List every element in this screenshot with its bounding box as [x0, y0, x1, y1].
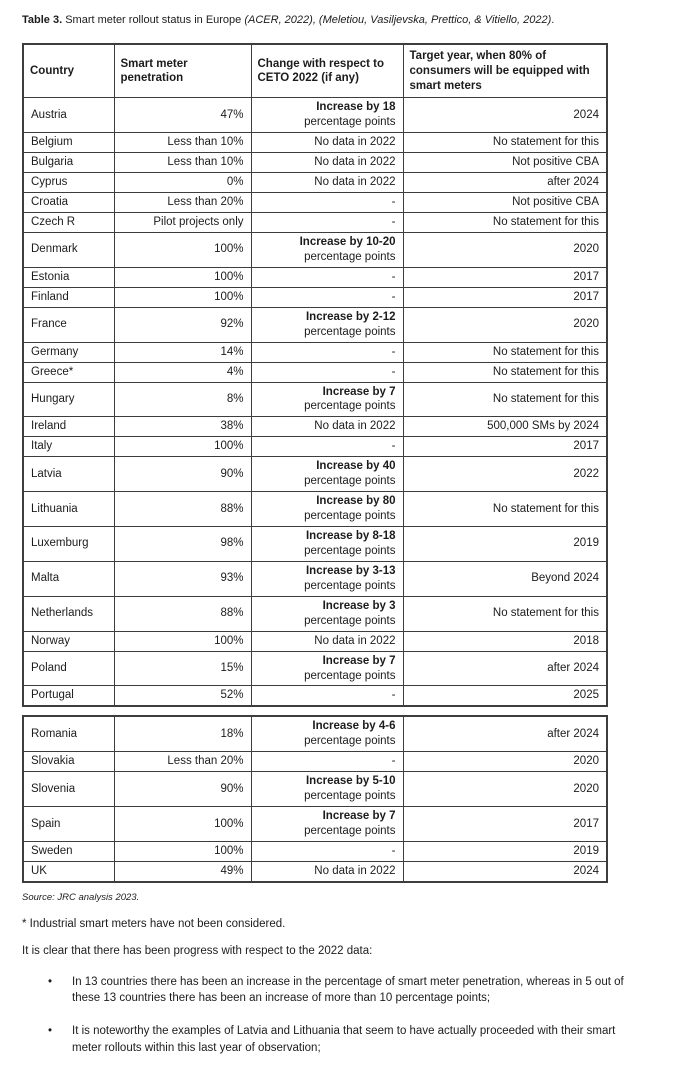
cell-penetration: 47% — [114, 98, 251, 133]
cell-target: 2020 — [403, 307, 607, 342]
source-note: Source: JRC analysis 2023. — [22, 891, 140, 903]
cell-change: No data in 2022 — [251, 153, 403, 173]
table-row — [23, 752, 607, 772]
cell-change — [251, 716, 403, 751]
cell-target: 500,000 SMs by 2024 — [403, 417, 607, 437]
cell-change-main: Increase by 3 — [322, 599, 396, 612]
cell-target: after 2024 — [403, 716, 607, 751]
cell-target: 2024 — [403, 98, 607, 133]
cell-target: 2025 — [403, 686, 607, 706]
cell-change-main: Increase by 4-6 — [312, 720, 396, 733]
cell-country: Poland — [23, 651, 114, 686]
table-row — [23, 716, 607, 751]
table-row — [23, 772, 607, 807]
cell-penetration: 88% — [114, 492, 251, 527]
cell-country: Sweden — [23, 841, 114, 861]
intro-paragraph: It is clear that there has been progress with respect to the 2022 data: — [22, 944, 373, 957]
cell-penetration: 100% — [114, 287, 251, 307]
cell-country: Cyprus — [23, 173, 114, 193]
cell-country: Greece* — [23, 362, 114, 382]
cell-country: Norway — [23, 631, 114, 651]
cell-change-main: Increase by 8-18 — [305, 530, 396, 543]
cell-change — [251, 527, 403, 562]
cell-change: - — [251, 752, 403, 772]
table-row — [23, 457, 607, 492]
cell-target: 2017 — [403, 287, 607, 307]
cell-penetration: 100% — [114, 233, 251, 268]
cell-target: 2024 — [403, 861, 607, 881]
bullet-marker-icon: • — [48, 975, 53, 988]
cell-country: Finland — [23, 287, 114, 307]
cell-change-sub: percentage points — [304, 669, 396, 682]
cell-change: - — [251, 267, 403, 287]
table-row — [23, 342, 607, 362]
cell-penetration: 4% — [114, 362, 251, 382]
cell-change: - — [251, 287, 403, 307]
cell-country: Bulgaria — [23, 153, 114, 173]
cell-change — [251, 457, 403, 492]
table-row — [23, 861, 607, 881]
cell-change: No data in 2022 — [251, 861, 403, 881]
cell-penetration: Pilot projects only — [114, 213, 251, 233]
cell-target: No statement for this — [403, 213, 607, 233]
cell-target: 2020 — [403, 233, 607, 268]
cell-country: Malta — [23, 561, 114, 596]
table-row — [23, 686, 607, 706]
cell-change-sub: percentage points — [304, 614, 396, 627]
cell-country: Austria — [23, 98, 114, 133]
cell-country: Luxemburg — [23, 527, 114, 562]
cell-country: Czech R — [23, 213, 114, 233]
cell-change-sub: percentage points — [304, 790, 396, 803]
bullet-text: In 13 countries there has been an increase in the percentage of smart meter penetration, whereas in 5 out of these 13 countries there has been an increase of more than 10 percentage points; — [72, 975, 624, 1005]
table-row — [23, 362, 607, 382]
cell-penetration: 98% — [114, 527, 251, 562]
cell-change-sub: percentage points — [304, 400, 396, 413]
cell-penetration: 0% — [114, 173, 251, 193]
table-row — [23, 492, 607, 527]
cell-change: No data in 2022 — [251, 133, 403, 153]
cell-penetration: 100% — [114, 807, 251, 842]
cell-change — [251, 807, 403, 842]
cell-target: No statement for this — [403, 382, 607, 417]
bullet-item — [22, 1023, 660, 1056]
table-body-part-1 — [23, 98, 607, 706]
smart-meter-table-continued — [22, 715, 608, 882]
table-row — [23, 596, 607, 631]
cell-penetration: Less than 10% — [114, 153, 251, 173]
cell-penetration: 38% — [114, 417, 251, 437]
cell-penetration: 100% — [114, 267, 251, 287]
cell-country: Ireland — [23, 417, 114, 437]
cell-target: Beyond 2024 — [403, 561, 607, 596]
table-row — [23, 98, 607, 133]
cell-change-sub: percentage points — [304, 510, 396, 523]
cell-penetration: 52% — [114, 686, 251, 706]
cell-target: No statement for this — [403, 342, 607, 362]
table-caption-text: Smart meter rollout status in Europe — [62, 14, 245, 26]
table-caption-suffix: . — [551, 14, 555, 26]
cell-country: Romania — [23, 716, 114, 751]
cell-change: - — [251, 362, 403, 382]
header-target-year: Target year, when 80% of consumers will be equipped with smart meters — [403, 44, 607, 98]
cell-change — [251, 382, 403, 417]
cell-change-main: Increase by 7 — [322, 385, 396, 398]
cell-target: No statement for this — [403, 492, 607, 527]
table-row — [23, 841, 607, 861]
table-row — [23, 527, 607, 562]
cell-change — [251, 492, 403, 527]
cell-change-sub: percentage points — [304, 544, 396, 557]
cell-penetration: 100% — [114, 437, 251, 457]
cell-country: Italy — [23, 437, 114, 457]
table-row — [23, 382, 607, 417]
cell-change: No data in 2022 — [251, 631, 403, 651]
cell-target: 2020 — [403, 772, 607, 807]
bullet-text: It is noteworthy the examples of Latvia and Lithuania that seem to have actually proceeded with their smart meter rollouts within this last year of observation; — [72, 1025, 616, 1054]
cell-country: Slovenia — [23, 772, 114, 807]
cell-penetration: 49% — [114, 861, 251, 881]
cell-country: Spain — [23, 807, 114, 842]
cell-target: No statement for this — [403, 596, 607, 631]
cell-change — [251, 596, 403, 631]
bullet-list — [22, 974, 660, 1056]
cell-country: Estonia — [23, 267, 114, 287]
cell-penetration: 92% — [114, 307, 251, 342]
table-row — [23, 267, 607, 287]
cell-change-main: Increase by 7 — [322, 654, 396, 667]
cell-country: Denmark — [23, 233, 114, 268]
table-caption-label: Table 3. — [22, 14, 63, 26]
table-row — [23, 133, 607, 153]
table-row — [23, 213, 607, 233]
cell-penetration: 90% — [114, 457, 251, 492]
table-row — [23, 153, 607, 173]
table-row — [23, 173, 607, 193]
cell-change: - — [251, 437, 403, 457]
cell-target: after 2024 — [403, 651, 607, 686]
cell-change: - — [251, 193, 403, 213]
cell-penetration: Less than 20% — [114, 193, 251, 213]
cell-target: No statement for this — [403, 133, 607, 153]
table-row — [23, 631, 607, 651]
cell-change-sub: percentage points — [304, 325, 396, 338]
cell-country: Portugal — [23, 686, 114, 706]
cell-penetration: 15% — [114, 651, 251, 686]
table-row — [23, 287, 607, 307]
table-row — [23, 193, 607, 213]
cell-change — [251, 98, 403, 133]
cell-target: 2017 — [403, 807, 607, 842]
cell-country: Belgium — [23, 133, 114, 153]
cell-penetration: Less than 10% — [114, 133, 251, 153]
cell-change-sub: percentage points — [304, 825, 396, 838]
smart-meter-table — [22, 43, 608, 707]
cell-change-main: Increase by 10-20 — [299, 236, 396, 249]
cell-change: No data in 2022 — [251, 173, 403, 193]
table-row — [23, 437, 607, 457]
cell-penetration: 14% — [114, 342, 251, 362]
cell-penetration: 100% — [114, 631, 251, 651]
cell-change-sub: percentage points — [304, 116, 396, 129]
cell-change-main: Increase by 80 — [316, 495, 396, 508]
cell-target: 2020 — [403, 752, 607, 772]
header-country: Country — [23, 44, 114, 98]
cell-change-main: Increase by 5-10 — [305, 775, 396, 788]
cell-change-main: Increase by 3-13 — [305, 564, 396, 577]
cell-country: UK — [23, 861, 114, 881]
cell-change: - — [251, 342, 403, 362]
bullet-item — [22, 974, 660, 1007]
table-row — [23, 307, 607, 342]
cell-penetration: 88% — [114, 596, 251, 631]
cell-change-sub: percentage points — [304, 735, 396, 748]
cell-penetration: 93% — [114, 561, 251, 596]
cell-change: - — [251, 213, 403, 233]
cell-country: Germany — [23, 342, 114, 362]
table-caption-citation: (ACER, 2022), (Meletiou, Vasiljevska, Prettico, & Vitiello, 2022) — [244, 14, 552, 26]
cell-penetration: 8% — [114, 382, 251, 417]
cell-change — [251, 772, 403, 807]
cell-change-sub: percentage points — [304, 475, 396, 488]
cell-country: Slovakia — [23, 752, 114, 772]
cell-target: No statement for this — [403, 362, 607, 382]
cell-change-sub: percentage points — [304, 579, 396, 592]
cell-country: Latvia — [23, 457, 114, 492]
cell-change-main: Increase by 7 — [322, 810, 396, 823]
cell-target: 2017 — [403, 267, 607, 287]
cell-penetration: Less than 20% — [114, 752, 251, 772]
cell-change: - — [251, 841, 403, 861]
footnote-asterisk: * Industrial smart meters have not been considered. — [22, 917, 286, 930]
cell-country: Netherlands — [23, 596, 114, 631]
table-row — [23, 651, 607, 686]
table-row — [23, 417, 607, 437]
cell-change: No data in 2022 — [251, 417, 403, 437]
cell-penetration: 90% — [114, 772, 251, 807]
cell-change: - — [251, 686, 403, 706]
header-penetration: Smart meter penetration — [114, 44, 251, 98]
cell-target: after 2024 — [403, 173, 607, 193]
cell-penetration: 100% — [114, 841, 251, 861]
table-body-part-2 — [23, 716, 607, 881]
cell-change-sub: percentage points — [304, 250, 396, 263]
cell-target: Not positive CBA — [403, 193, 607, 213]
cell-change — [251, 651, 403, 686]
cell-change — [251, 561, 403, 596]
table-row — [23, 807, 607, 842]
cell-target: 2022 — [403, 457, 607, 492]
cell-change-main: Increase by 18 — [316, 101, 396, 114]
cell-country: Croatia — [23, 193, 114, 213]
cell-penetration: 18% — [114, 716, 251, 751]
cell-change-main: Increase by 2-12 — [305, 310, 396, 323]
cell-country: Hungary — [23, 382, 114, 417]
cell-change — [251, 233, 403, 268]
table-row — [23, 561, 607, 596]
table-header-row — [23, 44, 607, 98]
cell-target: Not positive CBA — [403, 153, 607, 173]
cell-country: France — [23, 307, 114, 342]
cell-change-main: Increase by 40 — [316, 460, 396, 473]
header-change: Change with respect to CETO 2022 (if any) — [251, 44, 403, 98]
bullet-marker-icon: • — [48, 1025, 53, 1038]
cell-target: 2019 — [403, 527, 607, 562]
cell-target: 2017 — [403, 437, 607, 457]
table-row — [23, 233, 607, 268]
table-caption — [22, 13, 660, 27]
cell-change — [251, 307, 403, 342]
cell-country: Lithuania — [23, 492, 114, 527]
cell-target: 2019 — [403, 841, 607, 861]
cell-target: 2018 — [403, 631, 607, 651]
